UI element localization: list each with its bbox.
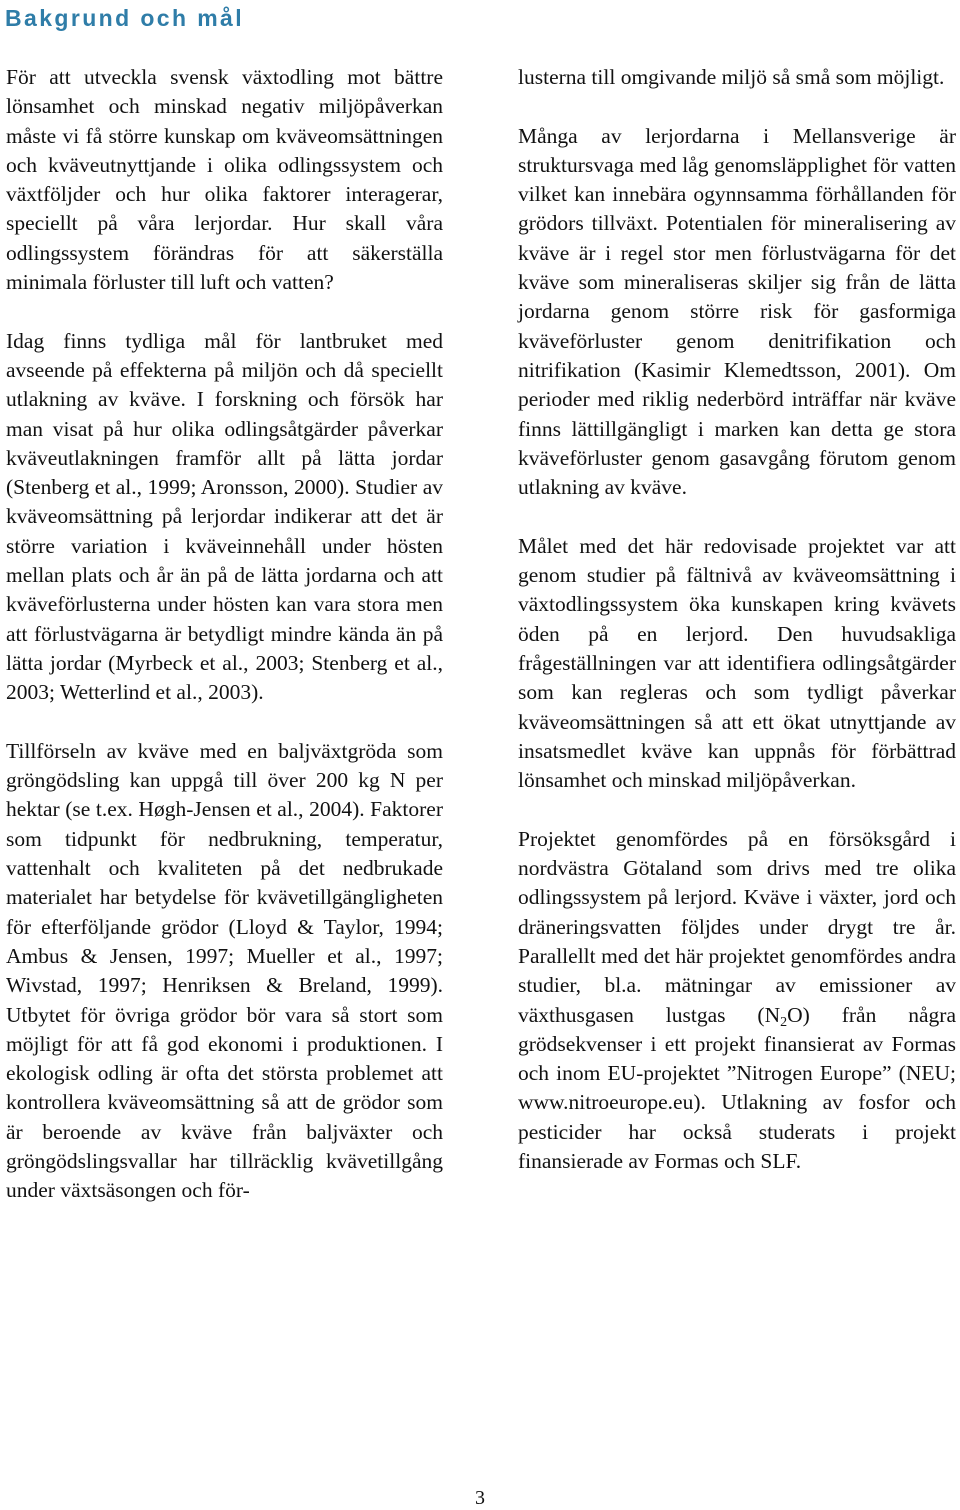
paragraph-text: O) från några grödsekvenser i ett projekt finansierat av Formas och inom EU-projektet ”Nitrogen Europe” (NEU; www.nitroeurope.eu). Utlakning av fosfor och pesticider har också studerats i projekt finansierade av Formas och SLF. — [518, 1002, 957, 1173]
paragraph: Tillförseln av kväve med en baljväxtgröda som gröngödsling kan uppgå till över 200 kg N per hektar (se t.ex. Høgh-Jensen et al., 2004). Faktorer som tidpunkt för nedbrukning, temperatur, vattenhalt och kvaliteten på det nedbrukade materialet har betydelse för kvävetillgängligheten för efterföljande grödor (Lloyd & Taylor, 1994; Ambus & Jensen, 1997; Mueller et al., 1997; Wivstad, 1997; Henriksen & Breland, 1999). Utbytet för övriga grödor bör vara så stort som möjligt för att få god ekonomi i produktionen. I ekologisk odling är ofta det största problemet att kontrollera kväveomsättning så att de grödor som är beroende av kväve från baljväxter och gröngödslingsvallar har tillräcklig kvävetillgång under växtsäsongen och för- — [6, 738, 443, 1203]
paragraph: För att utveckla svensk växtodling mot bättre lönsamhet och minskad negativ miljöpåverkan måste vi få större kunskap om kväveomsättningen och kväveutnyttjande i olika odlingssystem och växtföljder och hur olika faktorer interagerar, speciellt på våra lerjordar. Hur skall våra odlingssystem förändras för att säkerställa minimala förluster till luft och vatten? — [6, 65, 443, 295]
paragraph: Idag finns tydliga mål för lantbruket med avseende på effekterna på miljön och då speciellt utlakning av kväve. I forskning och försök har man visat på hur olika odlingsåtgärder påverkar kväveutlakningen framför allt på lätta jordar (Stenberg et al., 1999; Aronsson, 2000). Studier av kväveomsättning på lerjordar indikerar att det är större variation i kväveinnehåll under hösten mellan plats och år än på de lätta jordarna och att kväveförlusterna under hösten kan vara stora men att förlustvägarna är betydligt mindre kända än på lätta jordar (Myrbeck et al., 2003; Stenberg et al., 2003; Wetterlind et al., 2003). — [6, 328, 443, 705]
paragraph: Målet med det här redovisade projektet var att genom studier på fältnivå av kväveomsättning i växtodlingssystem öka kunskapen kring kvävets öden på en lerjord. Den huvudsakliga frågeställningen var att identifiera odlingsåtgärder som kan regleras och som tydligt påverkar kväveomsättningen så att ett ökat utnyttjande av insatsmedlet kväve kan uppnås för förbättrad lönsamhet och minskad miljöpåverkan. — [518, 533, 956, 793]
left-column — [6, 63, 443, 1235]
paragraph-text: Projektet genomfördes på en försöksgård i nordvästra Götaland som drivs med tre olika odlingssystem på lerjord. Kväve i växter, jord och dräneringsvatten följdes under drygt tre år. Parallellt med det här projektet genomfördes andra studier, bl.a. mätningar av emissioner av växthusgasen lustgas (N — [518, 826, 956, 1027]
page-number: 3 — [475, 1487, 485, 1509]
paragraph: lusterna till omgivande miljö så små som möjligt. — [518, 65, 945, 89]
paragraph — [518, 825, 956, 1177]
right-column — [518, 63, 956, 1206]
subscript: 2 — [780, 1014, 788, 1030]
section-heading: Bakgrund och mål — [5, 5, 245, 31]
paragraph: Många av lerjordarna i Mellansverige är struktursvaga med låg genomsläpplighet för vatten vilket kan innebära ogynnsamma förhållanden för grödors tillväxt. Potentialen för mineralisering av kväve är i regel stor men förlustvägarna för det kväve som mineraliseras skiljer sig från de lätta jordarna genom större risk för gasformiga kväveförluster genom denitrifikation och nitrifikation (Kasimir Klemedtsson, 2001). Om perioder med riklig nederbörd inträffar när kväve finns lättillgängligt i marken kan detta ge stora kväveförluster genom gasavgång förutom genom utlakning av kväve. — [518, 123, 956, 500]
